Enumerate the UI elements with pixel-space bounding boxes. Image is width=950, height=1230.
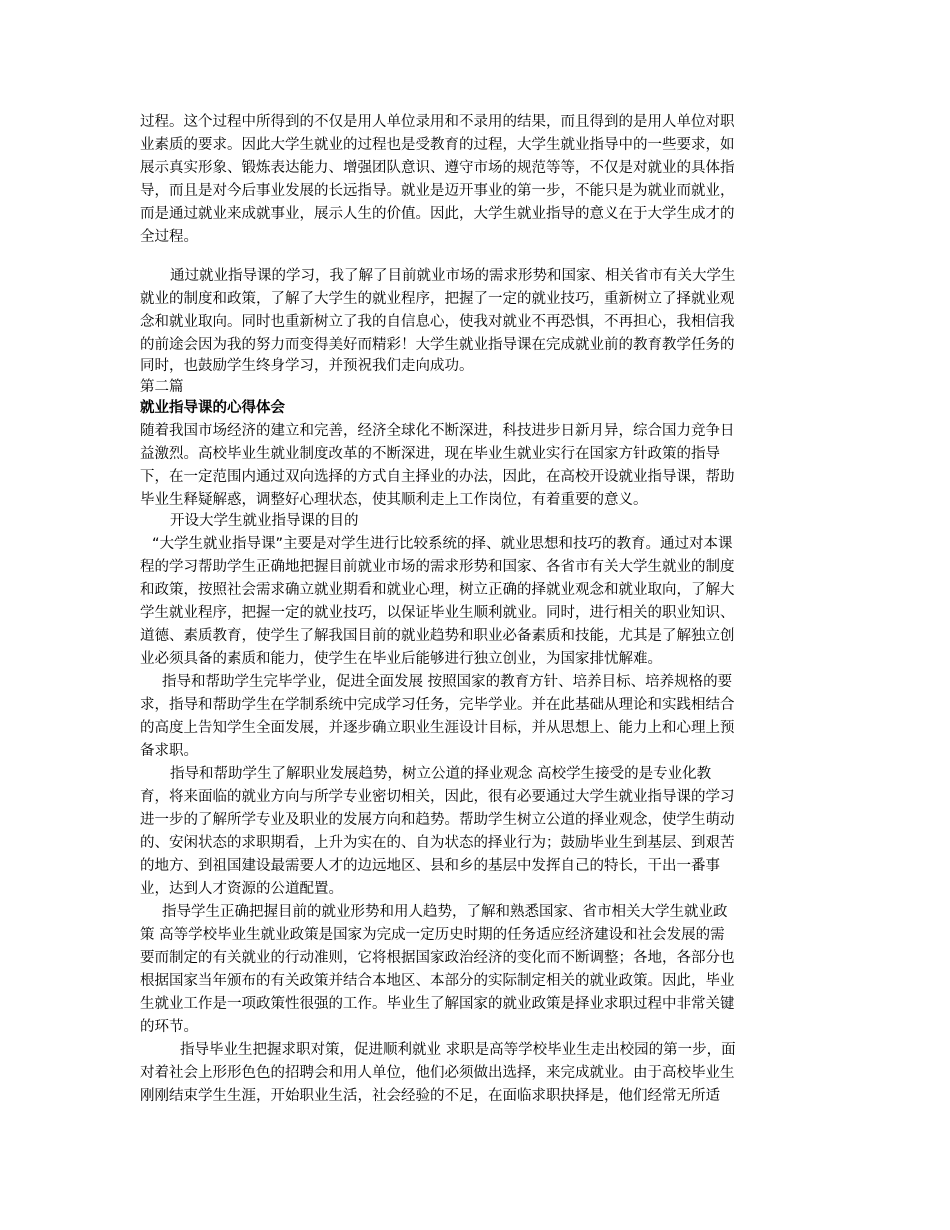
text-line: 指导和帮助学生完毕学业，促进全面发展 按照国家的教育方针、培养目标、培养规格的要 bbox=[162, 674, 733, 690]
text-line: 全过程。 bbox=[140, 229, 198, 245]
text-line: 和政策，按照社会需求确立就业期看和就业心理，树立正确的择就业观念和就业取向，了解大 bbox=[140, 582, 735, 598]
text-line: 生就业工作是一项政策性很强的工作。毕业生了解国家的就业政策是择业求职过程中非常关键 bbox=[140, 996, 735, 1012]
text-line: 的地方、到祖国建设最需要人才的边远地区、县和乡的基层中发挥自己的特长，干出一番事 bbox=[140, 858, 720, 874]
text-line: “大学生就业指导课”主要是对学生进行比较系统的择、就业思想和技巧的教育。通过对本课 bbox=[152, 536, 733, 552]
text-line: 进一步的了解所学专业及职业的发展方向和趋势。帮助学生树立公道的择业观念，使学生萌动 bbox=[140, 812, 735, 828]
text-line: 育，将来面临的就业方向与所学专业密切相关，因此，很有必要通过大学生就业指导课的学习 bbox=[140, 789, 735, 805]
text-line: 同时，也鼓励学生终身学习，并预祝我们走向成功。 bbox=[140, 358, 474, 374]
text-line: 程的学习帮助学生正确地把握目前就业市场的需求形势和国家、各省市有关大学生就业的制度 bbox=[140, 559, 735, 575]
text-line: 通过就业指导课的学习，我了解了目前就业市场的需求形势和国家、相关省市有关大学生 bbox=[170, 268, 736, 284]
text-line: 就业的制度和政策，了解了大学生的就业程序，把握了一定的就业技巧，重新树立了择就业观 bbox=[140, 291, 735, 307]
text-line: 毕业生释疑解惑，调整好心理状态，使其顺利走上工作岗位，有着重要的意义。 bbox=[140, 492, 648, 508]
text-line: 展示真实形象、锻炼表达能力、增强团队意识、遵守市场的规范等等，不仅是对就业的具体指 bbox=[140, 160, 735, 176]
text-line: 的高度上告知学生全面发展，并逐步确立职业生涯设计目标，并从思想上、能力上和心理上预 bbox=[140, 720, 735, 736]
text-line: 指导学生正确把握目前的就业形势和用人趋势，了解和熟悉国家、省市相关大学生就业政 bbox=[162, 904, 728, 920]
text-line: 随着我国市场经济的建立和完善，经济全球化不断深进，科技进步日新月异，综合国力竞争日 bbox=[140, 423, 735, 439]
text-line: 的、安闲状态的求职期看，上升为实在的、自为状态的择业行为；鼓励毕业生到基层、到艰苦 bbox=[140, 835, 735, 851]
text-line: 导，而且是对今后事业发展的长远指导。就业是迈开事业的第一步，不能只是为就业而就业， bbox=[140, 183, 735, 199]
text-line: 的环节。 bbox=[140, 1019, 198, 1035]
text-line: 业必须具备的素质和能力，使学生在毕业后能够进行独立创业，为国家排忧解难。 bbox=[140, 651, 662, 667]
text-line: 而是通过就业来成就事业，展示人生的价值。因此，大学生就业指导的意义在于大学生成才的 bbox=[140, 206, 735, 222]
text-line: 过程。这个过程中所得到的不仅是用人单位录用和不录用的结果，而且得到的是用人单位对职 bbox=[140, 114, 735, 130]
text-line: 业素质的要求。因此大学生就业的过程也是受教育的过程，大学生就业指导中的一些要求，如 bbox=[140, 137, 735, 153]
text-line: 益激烈。高校毕业生就业制度改革的不断深进，现在毕业生就业实行在国家方针政策的指导 bbox=[140, 446, 720, 462]
text-line: 下，在一定范围内通过双向选择的方式自主择业的办法，因此，在高校开设就业指导课，帮助 bbox=[140, 469, 735, 485]
text-line: 要而制定的有关就业的行动准则，它将根据国家政治经济的变化而不断调整；各地，各部分也 bbox=[140, 950, 735, 966]
text-line: 备求职。 bbox=[140, 743, 198, 759]
text-line: 求，指导和帮助学生在学制系统中完成学习任务，完毕学业。并在此基础从理论和实践相结合 bbox=[140, 697, 735, 713]
text-line: 学生就业程序，把握一定的就业技巧，以保证毕业生顺利就业。同时，进行相关的职业知识、 bbox=[140, 605, 735, 621]
text-line: 的前途会因为我的努力而变得美好而精彩！大学生就业指导课在完成就业前的教育教学任务的 bbox=[140, 337, 735, 353]
text-line: 念和就业取向。同时也重新树立了我的自信息心，使我对就业不再恐惧，不再担心，我相信我 bbox=[140, 314, 735, 330]
section-heading: 就业指导课的心得体会 bbox=[140, 400, 285, 416]
text-line: 刚刚结束学生生涯，开始职业生活，社会经验的不足，在面临求职抉择是，他们经常无所适 bbox=[140, 1088, 720, 1104]
text-line: 指导和帮助学生了解职业发展趋势，树立公道的择业观念 高校学生接受的是专业化教 bbox=[170, 766, 712, 782]
text-line: 根据国家当年颁布的有关政策并结合本地区、本部分的实际制定相关的就业政策。因此，毕业 bbox=[140, 973, 735, 989]
subheading-line: 开设大学生就业指导课的目的 bbox=[170, 513, 359, 529]
text-line: 业，达到人才资源的公道配置。 bbox=[140, 881, 343, 897]
section-label: 第二篇 bbox=[140, 379, 184, 395]
text-line: 策 高等学校毕业生就业政策是国家为完成一定历史时期的任务适应经济建设和社会发展的需 bbox=[140, 927, 725, 943]
text-line: 道德、素质教育，使学生了解我国目前的就业趋势和职业必备素质和技能，尤其是了解独立创 bbox=[140, 628, 735, 644]
text-line: 指导毕业生把握求职对策，促进顺利就业 求职是高等学校毕业生走出校园的第一步，面 bbox=[180, 1042, 736, 1058]
text-line: 对着社会上形形色色的招聘会和用人单位，他们必须做出选择，来完成就业。由于高校毕业生 bbox=[140, 1065, 735, 1081]
